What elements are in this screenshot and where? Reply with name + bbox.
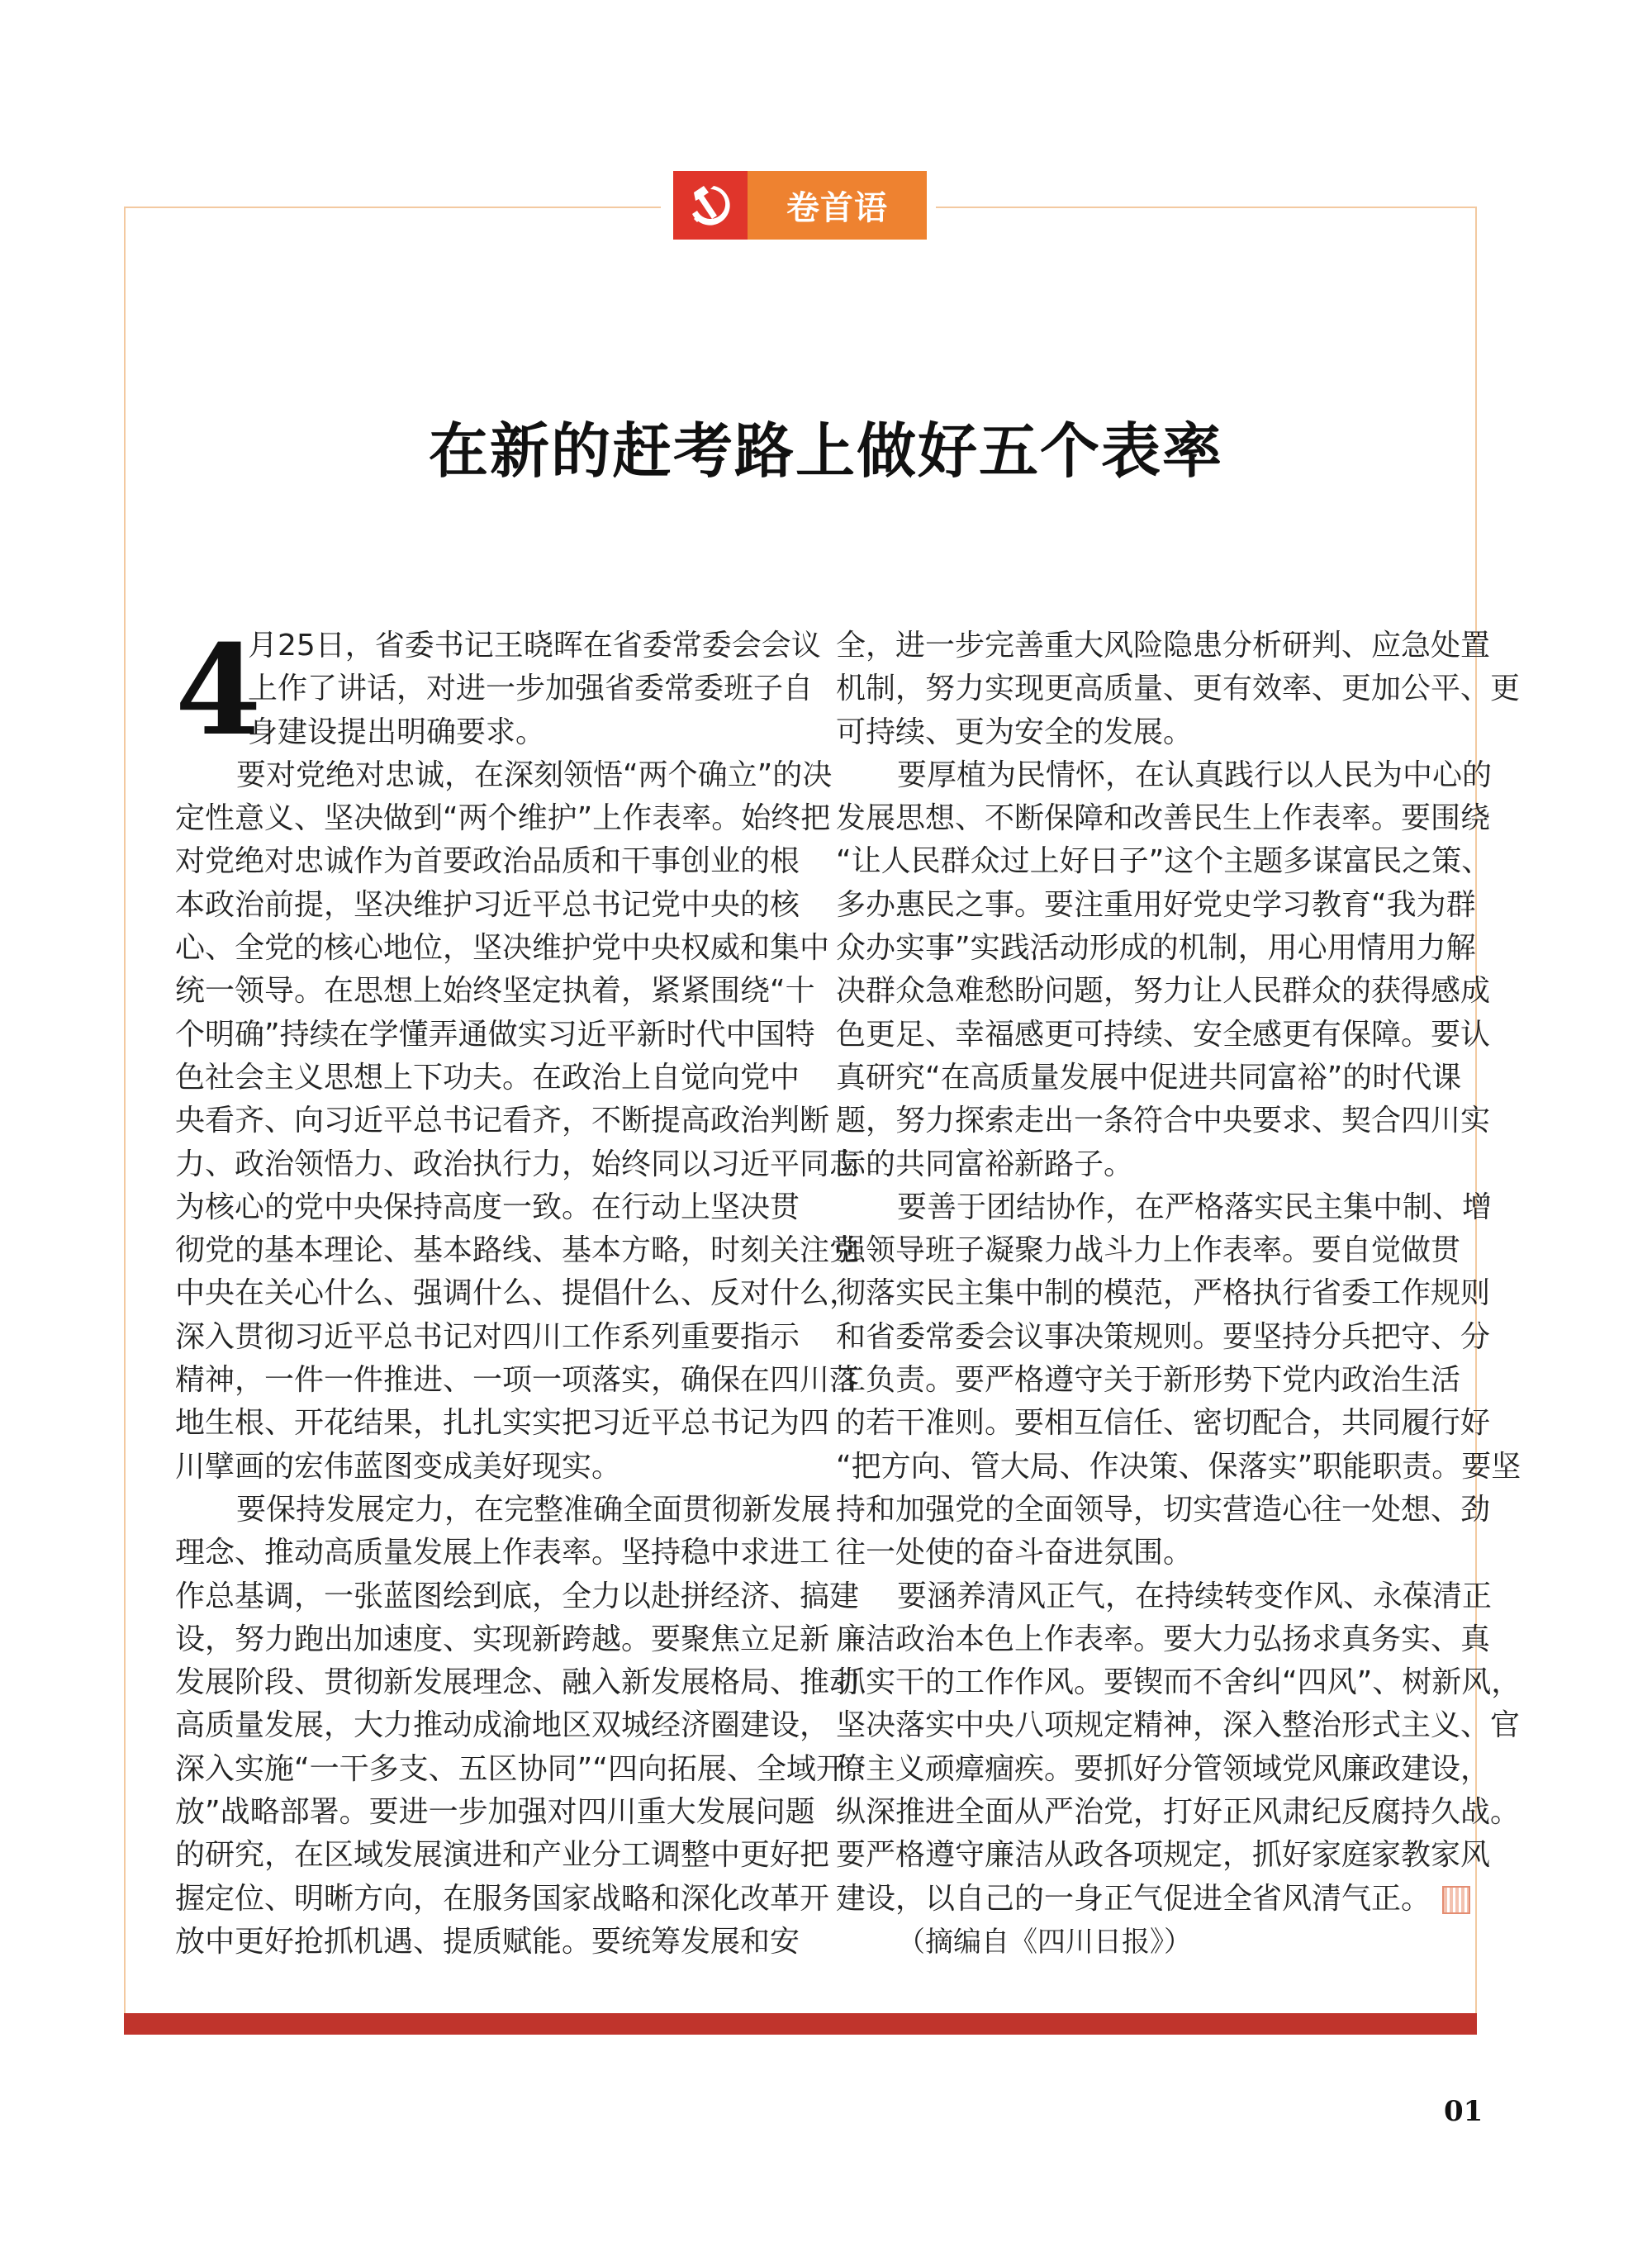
text-line — [836, 667, 1521, 710]
text-line — [836, 797, 1491, 840]
text-line-content: 众办实事”实践活动形成的机制，用心用情用力解 — [836, 931, 1476, 966]
text-line-content: 要对党绝对忠诚，在深刻领悟“两个确立”的决 — [236, 758, 833, 792]
text-line-content: 放中更好抢抓机遇、提质赋能。要统筹发展和安 — [175, 1924, 800, 1959]
text-line — [175, 1014, 815, 1057]
text-line — [175, 1229, 860, 1272]
text-line — [175, 625, 821, 667]
text-line — [836, 1618, 1491, 1661]
text-line — [175, 1704, 830, 1747]
text-line-content: 要保持发展定力，在完整准确全面贯彻新发展 — [236, 1492, 832, 1527]
party-emblem-icon — [673, 171, 748, 240]
text-line-content: 心、全党的核心地位，坚决维护党中央权威和集中 — [175, 931, 830, 966]
text-line-content: 真研究“在高质量发展中促进共同富裕”的时代课 — [836, 1060, 1462, 1095]
text-line-content: 色社会主义思想上下功夫。在政治上自觉向党中 — [175, 1060, 800, 1095]
text-line-content: 上作了讲话，对进一步加强省委常委班子自 — [248, 672, 814, 706]
text-line — [836, 1748, 1491, 1791]
text-line — [836, 754, 1493, 797]
source-text: （摘编自《四川日报》） — [897, 1925, 1192, 1959]
text-line-content: 往一处使的奋斗奋进氛围。 — [836, 1536, 1194, 1570]
text-line — [836, 970, 1491, 1013]
text-line — [836, 1143, 1431, 1186]
text-line-content: 要厚植为民情怀，在认真践行以人民为中心的 — [897, 758, 1493, 792]
text-line-content: 高质量发展，大力推动成渝地区双城经济圈建设， — [175, 1708, 830, 1743]
text-line-content: 川擘画的宏伟蓝图变成美好现实。 — [175, 1449, 622, 1484]
left-column — [175, 618, 860, 1964]
text-line — [836, 927, 1476, 970]
text-line-content: 本政治前提，坚决维护习近平总书记党中央的核 — [175, 887, 800, 922]
text-line — [836, 1834, 1491, 1877]
text-line-content: 纵深推进全面从严治党，打好正风肃纪反腐持久战。 — [836, 1795, 1521, 1830]
text-line — [175, 754, 833, 797]
text-line-content: 要严格遵守廉洁从政各项规定，抓好家庭家教家风 — [836, 1838, 1491, 1873]
text-line-content: 作总基调，一张蓝图绘到底，全力以赴拼经济、搞建 — [175, 1579, 860, 1613]
text-line-content: 题，努力探索走出一条符合中央要求、契合四川实 — [836, 1104, 1491, 1138]
right-column — [836, 625, 1521, 1964]
text-line — [175, 1618, 830, 1661]
text-line — [836, 1878, 1431, 1921]
text-line-content: 放”战略部署。要进一步加强对四川重大发展问题 — [175, 1795, 815, 1830]
text-line-content: 持和加强党的全面领导，切实营造心往一处想、劲 — [836, 1492, 1491, 1527]
text-line — [836, 1402, 1491, 1445]
text-line — [175, 1272, 860, 1315]
text-line-content: 要善于团结协作，在严格落实民主集中制、增 — [897, 1190, 1493, 1224]
seal-stamp-icon — [1442, 1886, 1470, 1914]
text-line-content: 设，努力跑出加速度、实现新跨越。要聚焦立足新 — [175, 1622, 830, 1656]
text-line — [836, 1186, 1493, 1229]
text-line-content: 抓实干的工作作风。要锲而不舍纠“四风”、树新风， — [836, 1665, 1521, 1700]
text-line-content: 的研究，在区域发展演进和产业分工调整中更好把 — [175, 1838, 830, 1873]
article-title: 在新的赶考路上做好五个表率 — [428, 416, 1223, 486]
text-line-content: 决群众急难愁盼问题，努力让人民群众的获得感成 — [836, 974, 1491, 1009]
text-line-content: 深入贯彻习近平总书记对四川工作系列重要指示 — [175, 1319, 800, 1354]
text-line — [175, 797, 831, 840]
text-line — [175, 1791, 815, 1834]
text-line — [175, 1532, 830, 1575]
text-line-content: “把方向、管大局、作决策、保落实”职能职责。要坚 — [836, 1449, 1521, 1484]
text-line-content: 精神，一件一件推进、一项一项落实，确保在四川落 — [175, 1363, 860, 1398]
text-line-content: 多办惠民之事。要注重用好党史学习教育“我为群 — [836, 887, 1476, 922]
text-line — [836, 1359, 1461, 1402]
text-line — [175, 711, 770, 754]
text-line — [836, 1489, 1491, 1532]
text-line-content: 要涵养清风正气，在持续转变作风、永葆清正 — [897, 1579, 1493, 1613]
text-line-content: 机制，努力实现更高质量、更有效率、更加公平、更 — [836, 672, 1521, 706]
text-line — [836, 1229, 1461, 1272]
text-line-content: 可持续、更为安全的发展。 — [836, 715, 1194, 749]
section-label: 卷首语 — [748, 171, 927, 240]
text-line-content: 建设，以自己的一身正气促进全省风清气正。 — [836, 1881, 1431, 1916]
text-line-content: 定性意义、坚决做到“两个维护”上作表率。始终把 — [175, 801, 831, 836]
text-line-content: 理念、推动高质量发展上作表率。坚持稳中求进工 — [175, 1536, 830, 1570]
text-line — [175, 927, 830, 970]
text-line-content: 工负责。要严格遵守关于新形势下党内政治生活 — [836, 1363, 1461, 1398]
text-line — [836, 625, 1491, 667]
text-line-content: 全，进一步完善重大风险隐患分析研判、应急处置 — [836, 629, 1491, 663]
text-line-content: 僚主义顽瘴痼疾。要抓好分管领域党风廉政建设， — [836, 1751, 1491, 1786]
text-line — [175, 1446, 770, 1489]
text-line — [836, 1704, 1521, 1747]
text-line — [175, 840, 800, 883]
text-line — [836, 1532, 1431, 1575]
text-line-content: 发展阶段、贯彻新发展理念、融入新发展格局、推动 — [175, 1665, 860, 1700]
text-line-content: 统一领导。在思想上始终坚定执着，紧紧围绕“十 — [175, 974, 815, 1009]
text-line — [175, 1143, 860, 1186]
section-badge — [673, 171, 927, 240]
text-line-content: 力、政治领悟力、政治执行力，始终同以习近平同志 — [175, 1147, 860, 1181]
text-line — [175, 1316, 800, 1359]
text-line-content: 个明确”持续在学懂弄通做实习近平新时代中国特 — [175, 1017, 815, 1052]
text-line — [175, 1402, 830, 1445]
text-line — [175, 1489, 832, 1532]
source-note — [836, 1921, 1431, 1964]
text-line — [836, 1014, 1491, 1057]
drop-cap: 4 — [175, 618, 262, 763]
text-line-content: 色更足、幸福感更可持续、安全感更有保障。要认 — [836, 1017, 1491, 1052]
text-line-content: 际的共同富裕新路子。 — [836, 1147, 1134, 1181]
text-line — [175, 1575, 860, 1618]
text-line-content: 身建设提出明确要求。 — [248, 715, 546, 749]
text-line — [175, 1921, 800, 1964]
text-line — [175, 1748, 846, 1791]
text-line-content: 央看齐、向习近平总书记看齐，不断提高政治判断 — [175, 1104, 830, 1138]
text-line — [175, 1661, 860, 1704]
text-line — [175, 884, 800, 927]
text-line — [836, 1446, 1521, 1489]
text-line-content: 的若干准则。要相互信任、密切配合，共同履行好 — [836, 1406, 1491, 1441]
text-line — [175, 1057, 800, 1100]
text-line-content: 对党绝对忠诚作为首要政治品质和干事创业的根 — [175, 844, 800, 879]
text-line — [836, 1575, 1493, 1618]
text-line-content: 坚决落实中央八项规定精神，深入整治形式主义、官 — [836, 1708, 1521, 1743]
text-line — [836, 1100, 1491, 1142]
text-line — [175, 1100, 830, 1142]
bottom-red-bar — [124, 2013, 1477, 2035]
text-line — [836, 884, 1476, 927]
text-line-content: 为核心的党中央保持高度一致。在行动上坚决贯 — [175, 1190, 800, 1224]
text-line-content: 发展思想、不断保障和改善民生上作表率。要围绕 — [836, 801, 1491, 836]
text-line — [175, 970, 815, 1013]
text-line-content: 廉洁政治本色上作表率。要大力弘扬求真务实、真 — [836, 1622, 1491, 1656]
text-line — [175, 1359, 860, 1402]
text-line — [836, 1057, 1462, 1100]
text-line — [175, 1186, 800, 1229]
text-line-content: 地生根、开花结果，扎扎实实把习近平总书记为四 — [175, 1406, 830, 1441]
text-line — [836, 1272, 1491, 1315]
text-line — [836, 1316, 1491, 1359]
text-line-content: 和省委常委会议事决策规则。要坚持分兵把守、分 — [836, 1319, 1491, 1354]
text-line-content: 月25日，省委书记王晓晖在省委常委会会议 — [248, 629, 821, 663]
text-line-content: 彻党的基本理论、基本路线、基本方略，时刻关注党 — [175, 1233, 860, 1268]
text-line-content: “让人民群众过上好日子”这个主题多谋富民之策、 — [836, 844, 1492, 879]
text-line-content: 握定位、明晰方向，在服务国家战略和深化改革开 — [175, 1881, 830, 1916]
text-line-content: 中央在关心什么、强调什么、提倡什么、反对什么， — [175, 1276, 860, 1311]
text-line-content: 深入实施“一干多支、五区协同”“四向拓展、全域开 — [175, 1751, 846, 1786]
page-number: 01 — [1444, 2095, 1483, 2128]
text-line — [836, 1791, 1521, 1834]
text-line — [175, 1878, 830, 1921]
text-line-content: 强领导班子凝聚力战斗力上作表率。要自觉做贯 — [836, 1233, 1461, 1268]
text-line-content: 彻落实民主集中制的模范，严格执行省委工作规则 — [836, 1276, 1491, 1311]
text-line — [175, 667, 814, 710]
text-line — [836, 1661, 1521, 1704]
text-line — [175, 1834, 830, 1877]
text-line — [836, 711, 1431, 754]
text-line — [836, 840, 1492, 883]
